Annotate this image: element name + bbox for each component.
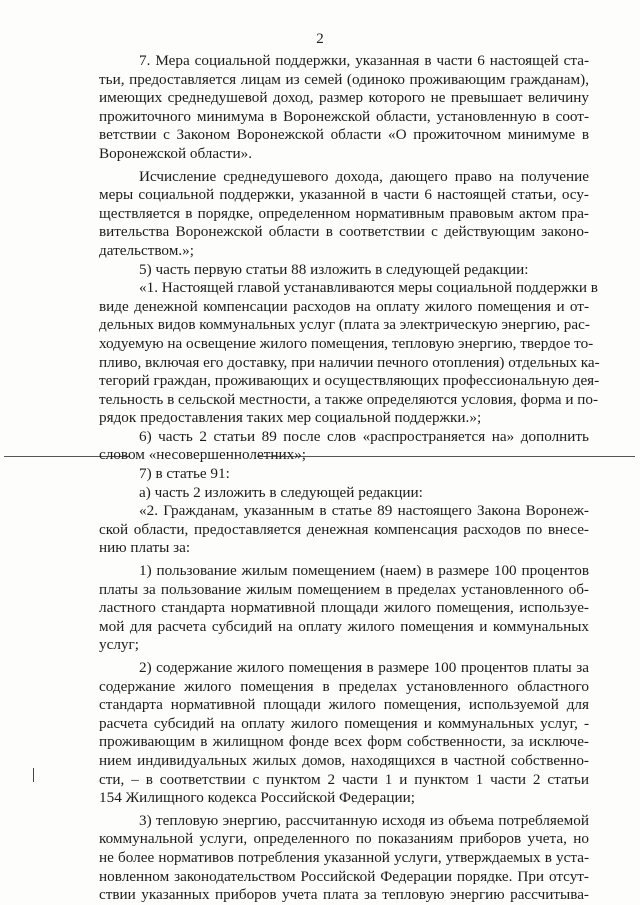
text-line: стандарта нормативной площади жилого помещения, используемой для [99, 696, 589, 714]
text-line: пливо, включая его доставку, при наличии печного отопления) отдельных ка- [99, 353, 600, 371]
page-number: 2 [316, 31, 324, 47]
text-line: ществляется в порядке, определенном нормативным правовым актом пра- [99, 204, 589, 222]
text-line: тельность в сельской местности, а также определяются условия, форма и по- [99, 390, 599, 408]
text-line: проживающим в жилищном фонде всех форм собственности, за исключе- [99, 733, 589, 751]
text-line: «2. Гражданам, указанным в статье 89 настоящего Закона Воронеж- [139, 502, 589, 520]
text-line: коммунальной услуги, определенного по показаниям приборов учета, но [99, 830, 589, 848]
text-line: сти, – в соответствии с пунктом 2 части 1 и пунктом 1 части 2 статьи [99, 770, 589, 788]
text-line: нию платы за: [99, 539, 191, 557]
text-line: «1. Настоящей главой устанавливаются меры социальной поддержки в [139, 279, 598, 297]
text-line: мой для расчета субсидий на оплату жилого помещения и коммунальных [99, 617, 589, 635]
text-line: Исчисление среднедушевого дохода, дающего право на получение [139, 167, 589, 185]
text-line: тегорий граждан, проживающих и осуществляющих профессиональную дея- [99, 372, 600, 390]
text-line: рядок предоставления таких мер социальной поддержки.»; [99, 409, 482, 427]
text-line: ствии указанных приборов учета плата за тепловую энергию рассчитыва- [99, 886, 589, 904]
text-line: расчета субсидий на оплату жилого помещения и коммунальных услуг, - [99, 714, 589, 732]
text-line: 6) часть 2 статьи 89 после слов «распространяется на» дополнить [139, 427, 589, 445]
text-line: ской области, предоставляется денежная компенсация расходов по внесе- [99, 520, 589, 538]
text-line: 5) часть первую статьи 88 изложить в следующей редакции: [139, 260, 529, 278]
text-line: 7) в статье 91: [139, 465, 230, 483]
text-line: прожиточного минимума в Воронежской области, установленную в соот- [99, 107, 589, 125]
text-line: дательством.»; [99, 241, 194, 259]
text-line: нием индивидуальных жилых домов, находящихся в частной собственно- [99, 751, 589, 769]
scan-artifact-mark [33, 768, 34, 782]
text-line: вительства Воронежской области в соответствии с действующим законо- [99, 223, 589, 241]
text-line: 1) пользование жилым помещением (наем) в размере 100 процентов [139, 562, 589, 580]
text-line: содержание жилого помещения в пределах установленного областного [99, 677, 589, 695]
text-line: 154 Жилищного кодекса Российской Федерации; [99, 789, 415, 807]
text-line: имеющих среднедушевой доход, размер которого не превышает величину [99, 89, 589, 107]
text-line: платы за пользование жилым помещением в пределах установленного об- [99, 580, 589, 598]
text-line: 7. Мера социальной поддержки, указанная в части 6 настоящей ста- [139, 52, 589, 69]
document-body [99, 52, 600, 905]
text-line: тьи, предоставляется лицам из семей (одиноко проживающим гражданам), [99, 70, 589, 88]
text-line: 2) содержание жилого помещения в размере 100 процентов платы за [139, 659, 589, 676]
text-line: Воронежской области». [99, 144, 253, 162]
text-line: словом «несовершеннолетних»; [99, 446, 306, 464]
text-line: не более нормативов потребления указанной услуги, утверждаемых в уста- [99, 848, 589, 866]
text-line: новленном законодательством Российской Федерации порядке. При отсут- [99, 867, 589, 885]
text-line: ветствии с Законом Воронежской области «О прожиточном минимуме в [99, 126, 589, 144]
text-line: виде денежной компенсации расходов на оплату жилого помещения и от- [99, 297, 589, 315]
text-line: меры социальной поддержки, указанной в части 6 настоящей статьи, осу- [99, 186, 589, 204]
text-line: ластного стандарта нормативной площади жилого помещения, используе- [99, 599, 589, 617]
text-line: дельных видов коммунальных услуг (плата за электрическую энергию, рас- [99, 316, 590, 334]
text-line: ходуемую на освещение жилого помещения, тепловую энергию, твердое то- [99, 334, 594, 352]
text-line: 3) тепловую энергию, рассчитанную исходя из объема потребляемой [139, 811, 589, 829]
text-line: услуг; [99, 636, 139, 654]
text-line: а) часть 2 изложить в следующей редакции: [139, 483, 423, 501]
